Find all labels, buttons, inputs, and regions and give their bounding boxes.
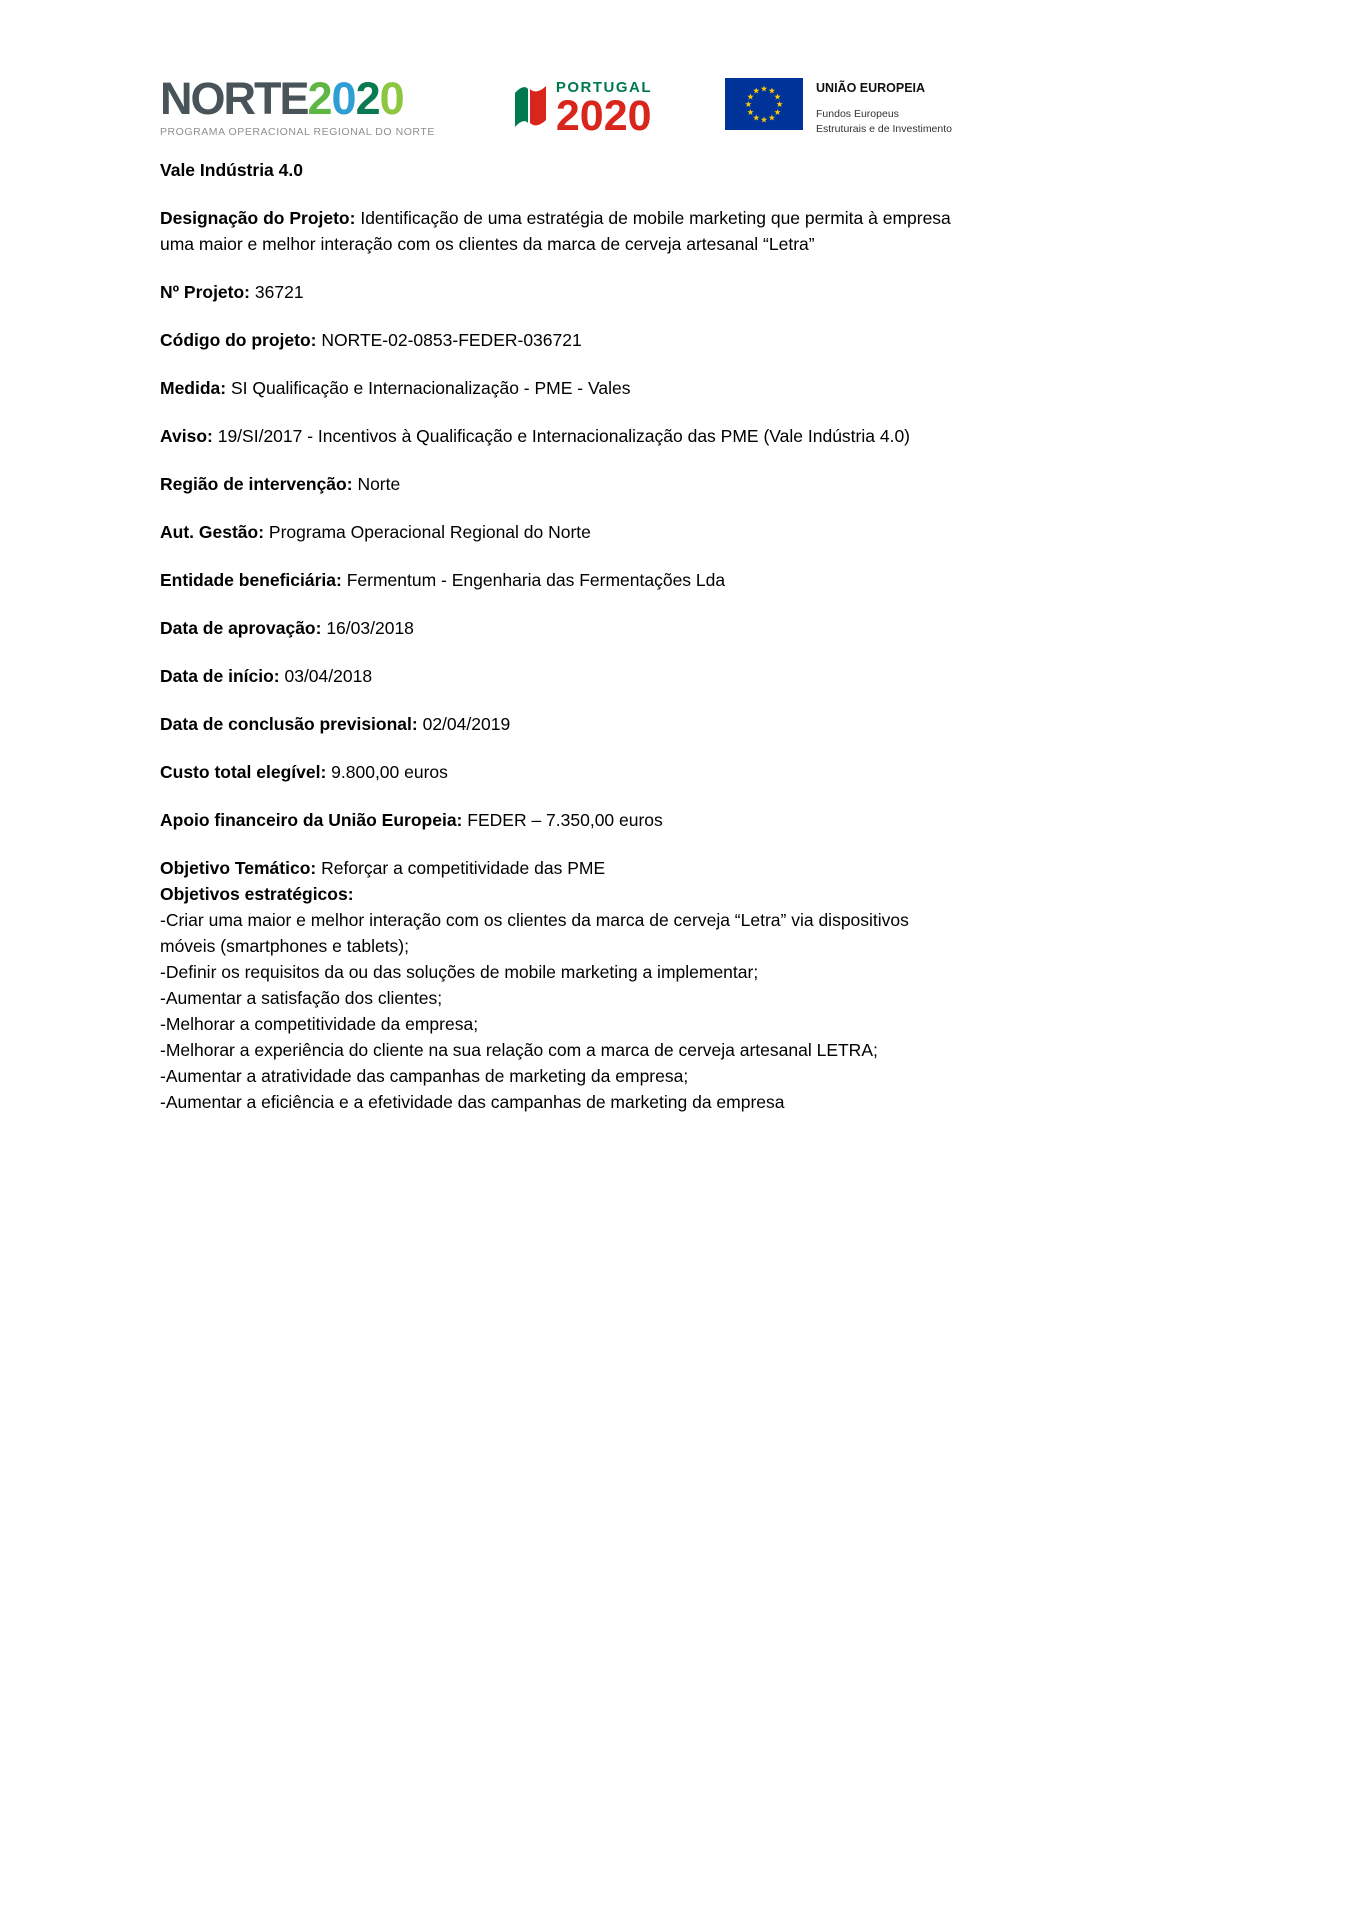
field-aut-gestao xyxy=(160,519,952,545)
field-value: SI Qualificação e Internacionalização - PME - Vales xyxy=(231,378,631,398)
field-label: Designação do Projeto: xyxy=(160,208,356,228)
document-title: Vale Indústria 4.0 xyxy=(160,160,303,180)
eu-sub-line1: Fundos Europeus xyxy=(816,107,899,120)
field-aviso xyxy=(160,423,952,449)
field-label: Nº Projeto: xyxy=(160,282,251,302)
field-value: 19/SI/2017 - Incentivos à Qualificação e Internacionalização das PME (Vale Indústria 4.0) xyxy=(217,426,911,446)
objective-item: -Aumentar a eficiência e a efetividade das campanhas de marketing da empresa xyxy=(160,1092,785,1112)
eu-logo-text xyxy=(816,78,952,136)
field-value: 16/03/2018 xyxy=(326,618,414,638)
field-label: Aviso: xyxy=(160,426,213,446)
objective-item: -Definir os requisitos da ou das soluções de mobile marketing a implementar; xyxy=(160,962,759,982)
svg-text:★: ★ xyxy=(746,106,755,117)
portugal-logo-year: 2020 xyxy=(555,91,652,140)
field-value: 9.800,00 euros xyxy=(331,762,448,782)
eu-logo-subtitle xyxy=(816,107,952,136)
field-label: Custo total elegível: xyxy=(160,762,327,782)
field-data-inicio xyxy=(160,663,952,689)
objective-item: -Aumentar a satisfação dos clientes; xyxy=(160,988,443,1008)
field-value: Reforçar a competitividade das PME xyxy=(321,858,606,878)
objective-item: -Aumentar a atratividade das campanhas de marketing da empresa; xyxy=(160,1066,689,1086)
field-medida xyxy=(160,375,952,401)
field-apoio-financeiro xyxy=(160,807,952,833)
field-label: Entidade beneficiária: xyxy=(160,570,342,590)
field-label: Medida: xyxy=(160,378,227,398)
svg-text:★: ★ xyxy=(746,91,755,102)
field-value: 02/04/2019 xyxy=(422,714,511,734)
svg-text:★: ★ xyxy=(773,106,782,117)
eu-logo-title: UNIÃO EUROPEIA xyxy=(816,80,926,95)
eu-logo xyxy=(725,78,952,136)
objective-item: -Melhorar a experiência do cliente na sua relação com a marca de cerveja artesanal LETRA; xyxy=(160,1040,878,1060)
eu-flag-icon xyxy=(725,78,803,130)
field-data-aprovacao xyxy=(160,615,952,641)
field-value: 03/04/2018 xyxy=(284,666,373,686)
svg-text:★: ★ xyxy=(752,112,760,123)
field-label: Objetivos estratégicos: xyxy=(160,884,354,904)
objective-item: -Criar uma maior e melhor interação com os clientes da marca de cerveja “Letra” via dispositivos móveis (smartphones e tablets); xyxy=(160,910,909,956)
field-value: Programa Operacional Regional do Norte xyxy=(268,522,591,542)
field-value: FEDER – 7.350,00 euros xyxy=(467,810,663,830)
svg-text:★: ★ xyxy=(744,98,753,109)
field-value: Fermentum - Engenharia das Fermentações Lda xyxy=(346,570,726,590)
portugal-logo-name: PORTUGAL xyxy=(555,78,653,96)
portugal2020-logo xyxy=(508,77,653,140)
objectives-block xyxy=(160,855,952,1115)
norte2020-logo xyxy=(160,73,435,138)
field-label: Apoio financeiro da União Europeia: xyxy=(160,810,463,830)
document-content xyxy=(160,157,952,1115)
svg-text:★: ★ xyxy=(760,114,768,125)
field-value: 36721 xyxy=(254,282,304,302)
field-label: Região de intervenção: xyxy=(160,474,353,494)
field-numero-projeto xyxy=(160,279,952,305)
norte-logo-text: NORTE xyxy=(160,73,308,124)
svg-text:★: ★ xyxy=(768,112,776,123)
objetivo-tematico xyxy=(160,855,952,881)
norte-logo-subtitle: PROGRAMA OPERACIONAL REGIONAL DO NORTE xyxy=(160,126,435,138)
field-label: Aut. Gestão: xyxy=(160,522,265,542)
field-custo-total xyxy=(160,759,952,785)
logo-header xyxy=(160,73,952,140)
svg-text:★: ★ xyxy=(773,91,782,102)
norte2020-wordmark xyxy=(160,73,435,124)
svg-text:★: ★ xyxy=(752,85,760,96)
objetivos-estrategicos-heading xyxy=(160,881,952,907)
norte-logo-year: 2020 xyxy=(307,73,404,124)
field-value: Norte xyxy=(357,474,401,494)
svg-text:★: ★ xyxy=(760,83,768,94)
field-data-conclusao xyxy=(160,711,952,737)
objective-item: -Melhorar a competitividade da empresa; xyxy=(160,1014,479,1034)
field-label: Data de aprovação: xyxy=(160,618,322,638)
field-regiao-intervencao xyxy=(160,471,952,497)
field-value: NORTE-02-0853-FEDER-036721 xyxy=(321,330,582,350)
field-codigo-projeto xyxy=(160,327,952,353)
field-label: Objetivo Temático: xyxy=(160,858,317,878)
portugal-logo-text xyxy=(555,78,653,140)
svg-text:★: ★ xyxy=(775,98,784,109)
svg-text:★: ★ xyxy=(768,85,776,96)
field-entidade-beneficiaria xyxy=(160,567,952,593)
field-designacao-do-projeto xyxy=(160,205,952,257)
field-label: Código do projeto: xyxy=(160,330,317,350)
field-label: Data de início: xyxy=(160,666,280,686)
field-value: Identificação de uma estratégia de mobile marketing que permita à empresa uma maior e melhor interação com os clientes da marca de cerveja artesanal “Letra” xyxy=(160,208,951,254)
eu-sub-line2: Estruturais e de Investimento xyxy=(816,122,952,135)
field-label: Data de conclusão previsional: xyxy=(160,714,418,734)
portugal-flag-icon xyxy=(508,77,548,137)
